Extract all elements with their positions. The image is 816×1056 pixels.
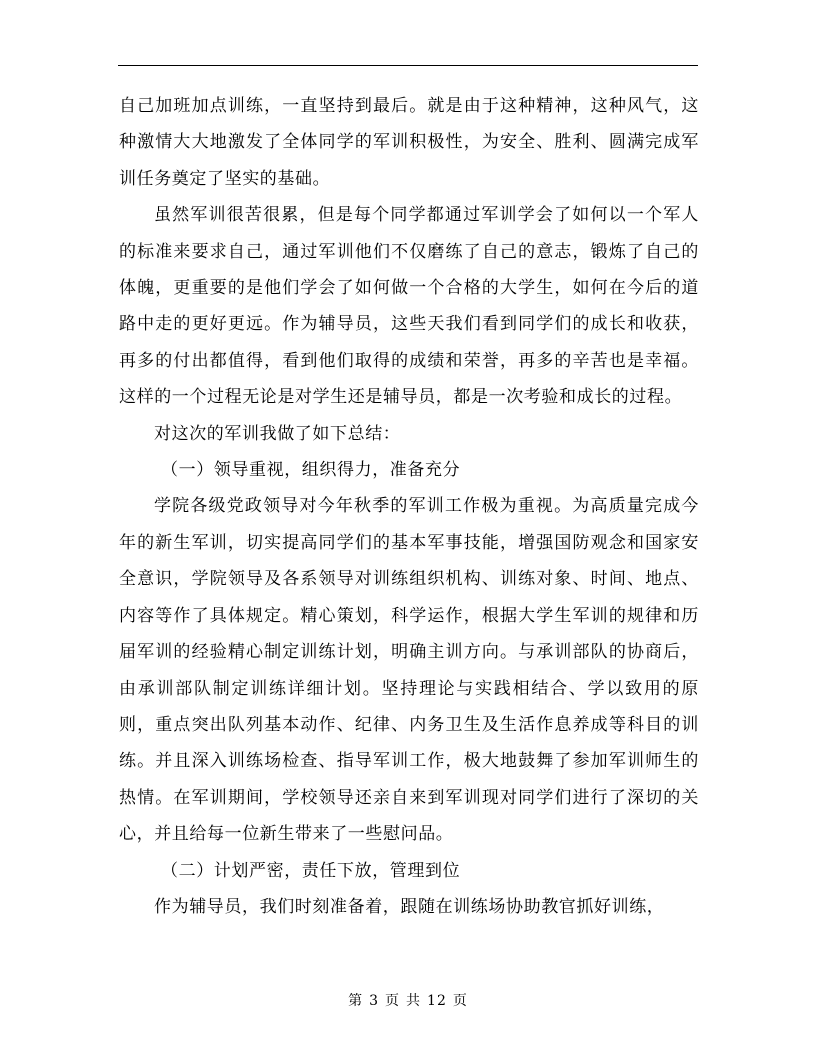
section-heading-1: （一）领导重视，组织得力，准备充分 xyxy=(161,460,461,481)
page-footer xyxy=(0,990,816,1010)
footer-total-word: 共 xyxy=(406,993,422,1009)
footer-total-pages: 12 xyxy=(427,993,447,1009)
paragraph-leadership: 学院各级党政领导对今年秋季的军训工作极为重视。为高质量完成今年的新生军训，切实提高同学们的基本军事技能，增强国防观念和国家安全意识，学院领导及各系领导对训练组织机构、训练对象、时间、地点、内容等作了具体规定。精心策划，科学运作，根据大学生军训的规律和历届军训的经验精心制定训练计划，明确主训方向。与承训部队的协商后，由承训部队制定训练详细计划。坚持理论与实践相结合、学以致用的原则，重点突出队列基本动作、纪律、内务卫生及生活作息养成等科目的训练。并且深入训练场检查、指导军训工作，极大地鼓舞了参加军训师生的热情。在军训期间，学校领导还亲自来到军训现对同学们进行了深切的关心，并且给每一位新生带来了一些慰问品。 xyxy=(119,496,699,845)
footer-prefix: 第 xyxy=(348,993,364,1009)
footer-page-word: 页 xyxy=(385,993,401,1009)
paragraph-counselor: 作为辅导员，我们时刻准备着，跟随在训练场协助教官抓好训练， xyxy=(154,896,665,917)
section-heading-2: （二）计划严密，责任下放，管理到位 xyxy=(161,860,461,881)
footer-suffix: 页 xyxy=(452,993,468,1009)
paragraph-reflection: 虽然军训很苦很累，但是每个同学都通过军训学会了如何以一个军人的标准来要求自己，通过军训他们不仅磨练了自己的意志，锻炼了自己的体魄，更重要的是他们学会了如何做一个合格的大学生，如何在今后的道路中走的更好更远。作为辅导员，这些天我们看到同学们的成长和收获，再多的付出都值得，看到他们取得的成绩和荣誉，再多的辛苦也是幸福。这样的一个过程无论是对学生还是辅导员，都是一次考验和成长的过程。 xyxy=(119,205,699,408)
paragraph-continuation: 自己加班加点训练，一直坚持到最后。就是由于这种精神，这种风气，这种激情大大地激发了全体同学的军训积极性，为安全、胜利、圆满完成军训任务奠定了坚实的基础。 xyxy=(119,96,699,189)
footer-current-page: 3 xyxy=(369,993,380,1009)
document-body xyxy=(119,88,699,925)
paragraph-summary-intro: 对这次的军训我做了如下总结： xyxy=(154,423,401,444)
header-rule xyxy=(118,65,698,66)
